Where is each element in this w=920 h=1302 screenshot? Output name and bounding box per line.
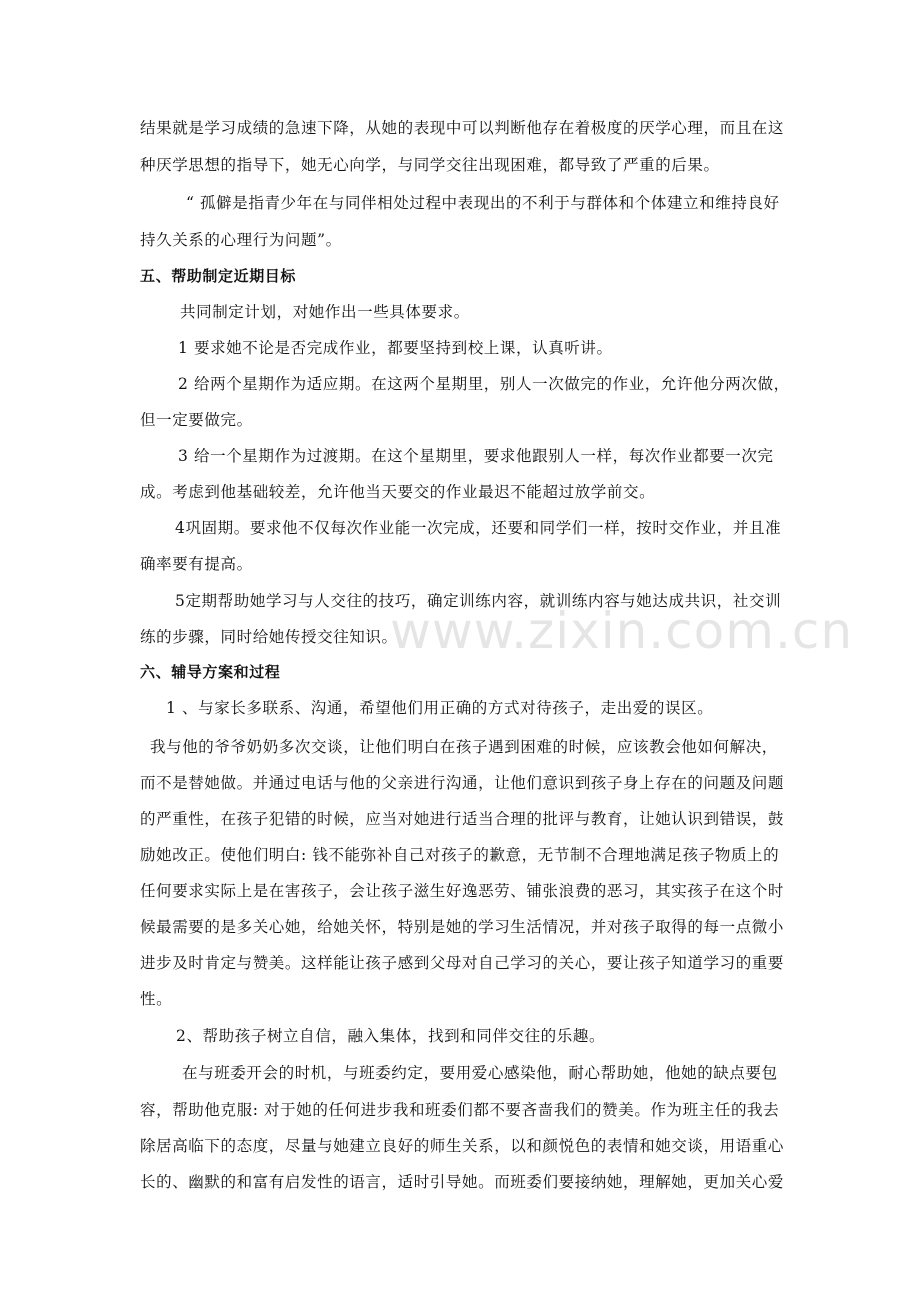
list-item: 1 要求她不论是否完成作业，都要坚持到校上课，认真听讲。 [178,339,613,357]
section-heading-5: 五、帮助制定近期目标 [140,267,297,285]
watermark: www.zixin.com.cn [390,602,854,660]
text-line: 励她改正。使他们明白: 钱不能弥补自己对孩子的歉意，无节制不合理地满足孩子物质上的 [140,846,780,864]
text-line: 共同制定计划，对她作出一些具体要求。 [180,303,470,321]
text-line: 容，帮助他克服: 对于她的任何进步我和班委们都不要吝啬我们的赞美。作为班主任的我去 [140,1101,780,1119]
subheading-line: 2、帮助孩子树立自信，融入集体，找到和同伴交往的乐趣。 [176,1027,606,1045]
text-line: 的严重性，在孩子犯错的时候，应当对她进行适当合理的批评与教育，让她认识到错误，鼓 [140,810,785,828]
text-line: 结果就是学习成绩的急速下降，从她的表现中可以判断他存在着极度的厌学心理，而且在这 [140,119,785,137]
text-line: 而不是替她做。并通过电话与他的父亲进行沟通，让他们意识到孩子身上存在的问题及问题 [140,774,785,792]
list-item: 确率要有提高。 [140,555,253,573]
list-item: 练的步骤，同时给她传授交往知识。 [140,628,398,646]
text-line: 种厌学思想的指导下，她无心向学，与同学交往出现困难，都导致了严重的后果。 [140,156,720,174]
quote-line: “ 孤僻是指青少年在与同伴相处过程中表现出的不利于与群体和个体建立和维持良好 [186,194,780,212]
list-item: 成。考虑到他基础较差，允许他当天要交的作业最迟不能超过放学前交。 [140,483,656,501]
list-item: 2 给两个星期作为适应期。在这两个星期里，别人一次做完的作业，允许他分两次做， [178,375,790,393]
list-item: 5定期帮助她学习与人交往的技巧，确定训练内容，就训练内容与她达成共识，社交训 [175,592,782,610]
text-line: 我与他的爷爷奶奶多次交谈，让他们明白在孩子遇到困难的时候，应该教会他如何解决， [150,738,778,756]
list-item: 4巩固期。要求他不仅每次作业能一次完成，还要和同学们一样，按时交作业，并且准 [175,519,782,537]
text-line: 在与班委开会的时机，与班委约定，要用爱心感染他，耐心帮助她，他她的缺点要包 [182,1064,778,1082]
text-line: 候最需要的是多关心她，给她关怀，特别是她的学习生活情况，并对孩子取得的每一点微小 [140,918,785,936]
list-item: 3 给一个星期作为过渡期。在这个星期里，要求他跟别人一样，每次作业都要一次完 [178,447,774,465]
text-line: 长的、幽默的和富有启发性的语言，适时引导她。而班委们要接纳她，理解她，更加关心爱 [140,1173,785,1191]
text-line: 进步及时肯定与赞美。这样能让孩子感到父母对自己学习的关心，要让孩子知道学习的重要 [140,954,785,972]
quote-line: 持久关系的心理行为问题”。 [140,231,342,249]
section-heading-6: 六、辅导方案和过程 [140,663,281,681]
subheading-line: 1 、与家长多联系、沟通，希望他们用正确的方式对待孩子，走出爱的误区。 [166,699,714,717]
text-line: 性。 [140,990,173,1008]
text-line: 任何要求实际上是在害孩子，会让孩子滋生好逸恶劳、铺张浪费的恶习，其实孩子在这个时 [140,882,785,900]
list-item: 但一定要做完。 [140,411,253,429]
text-line: 除居高临下的态度，尽量与她建立良好的师生关系，以和颜悦色的表情和她交谈，用语重心 [140,1137,785,1155]
